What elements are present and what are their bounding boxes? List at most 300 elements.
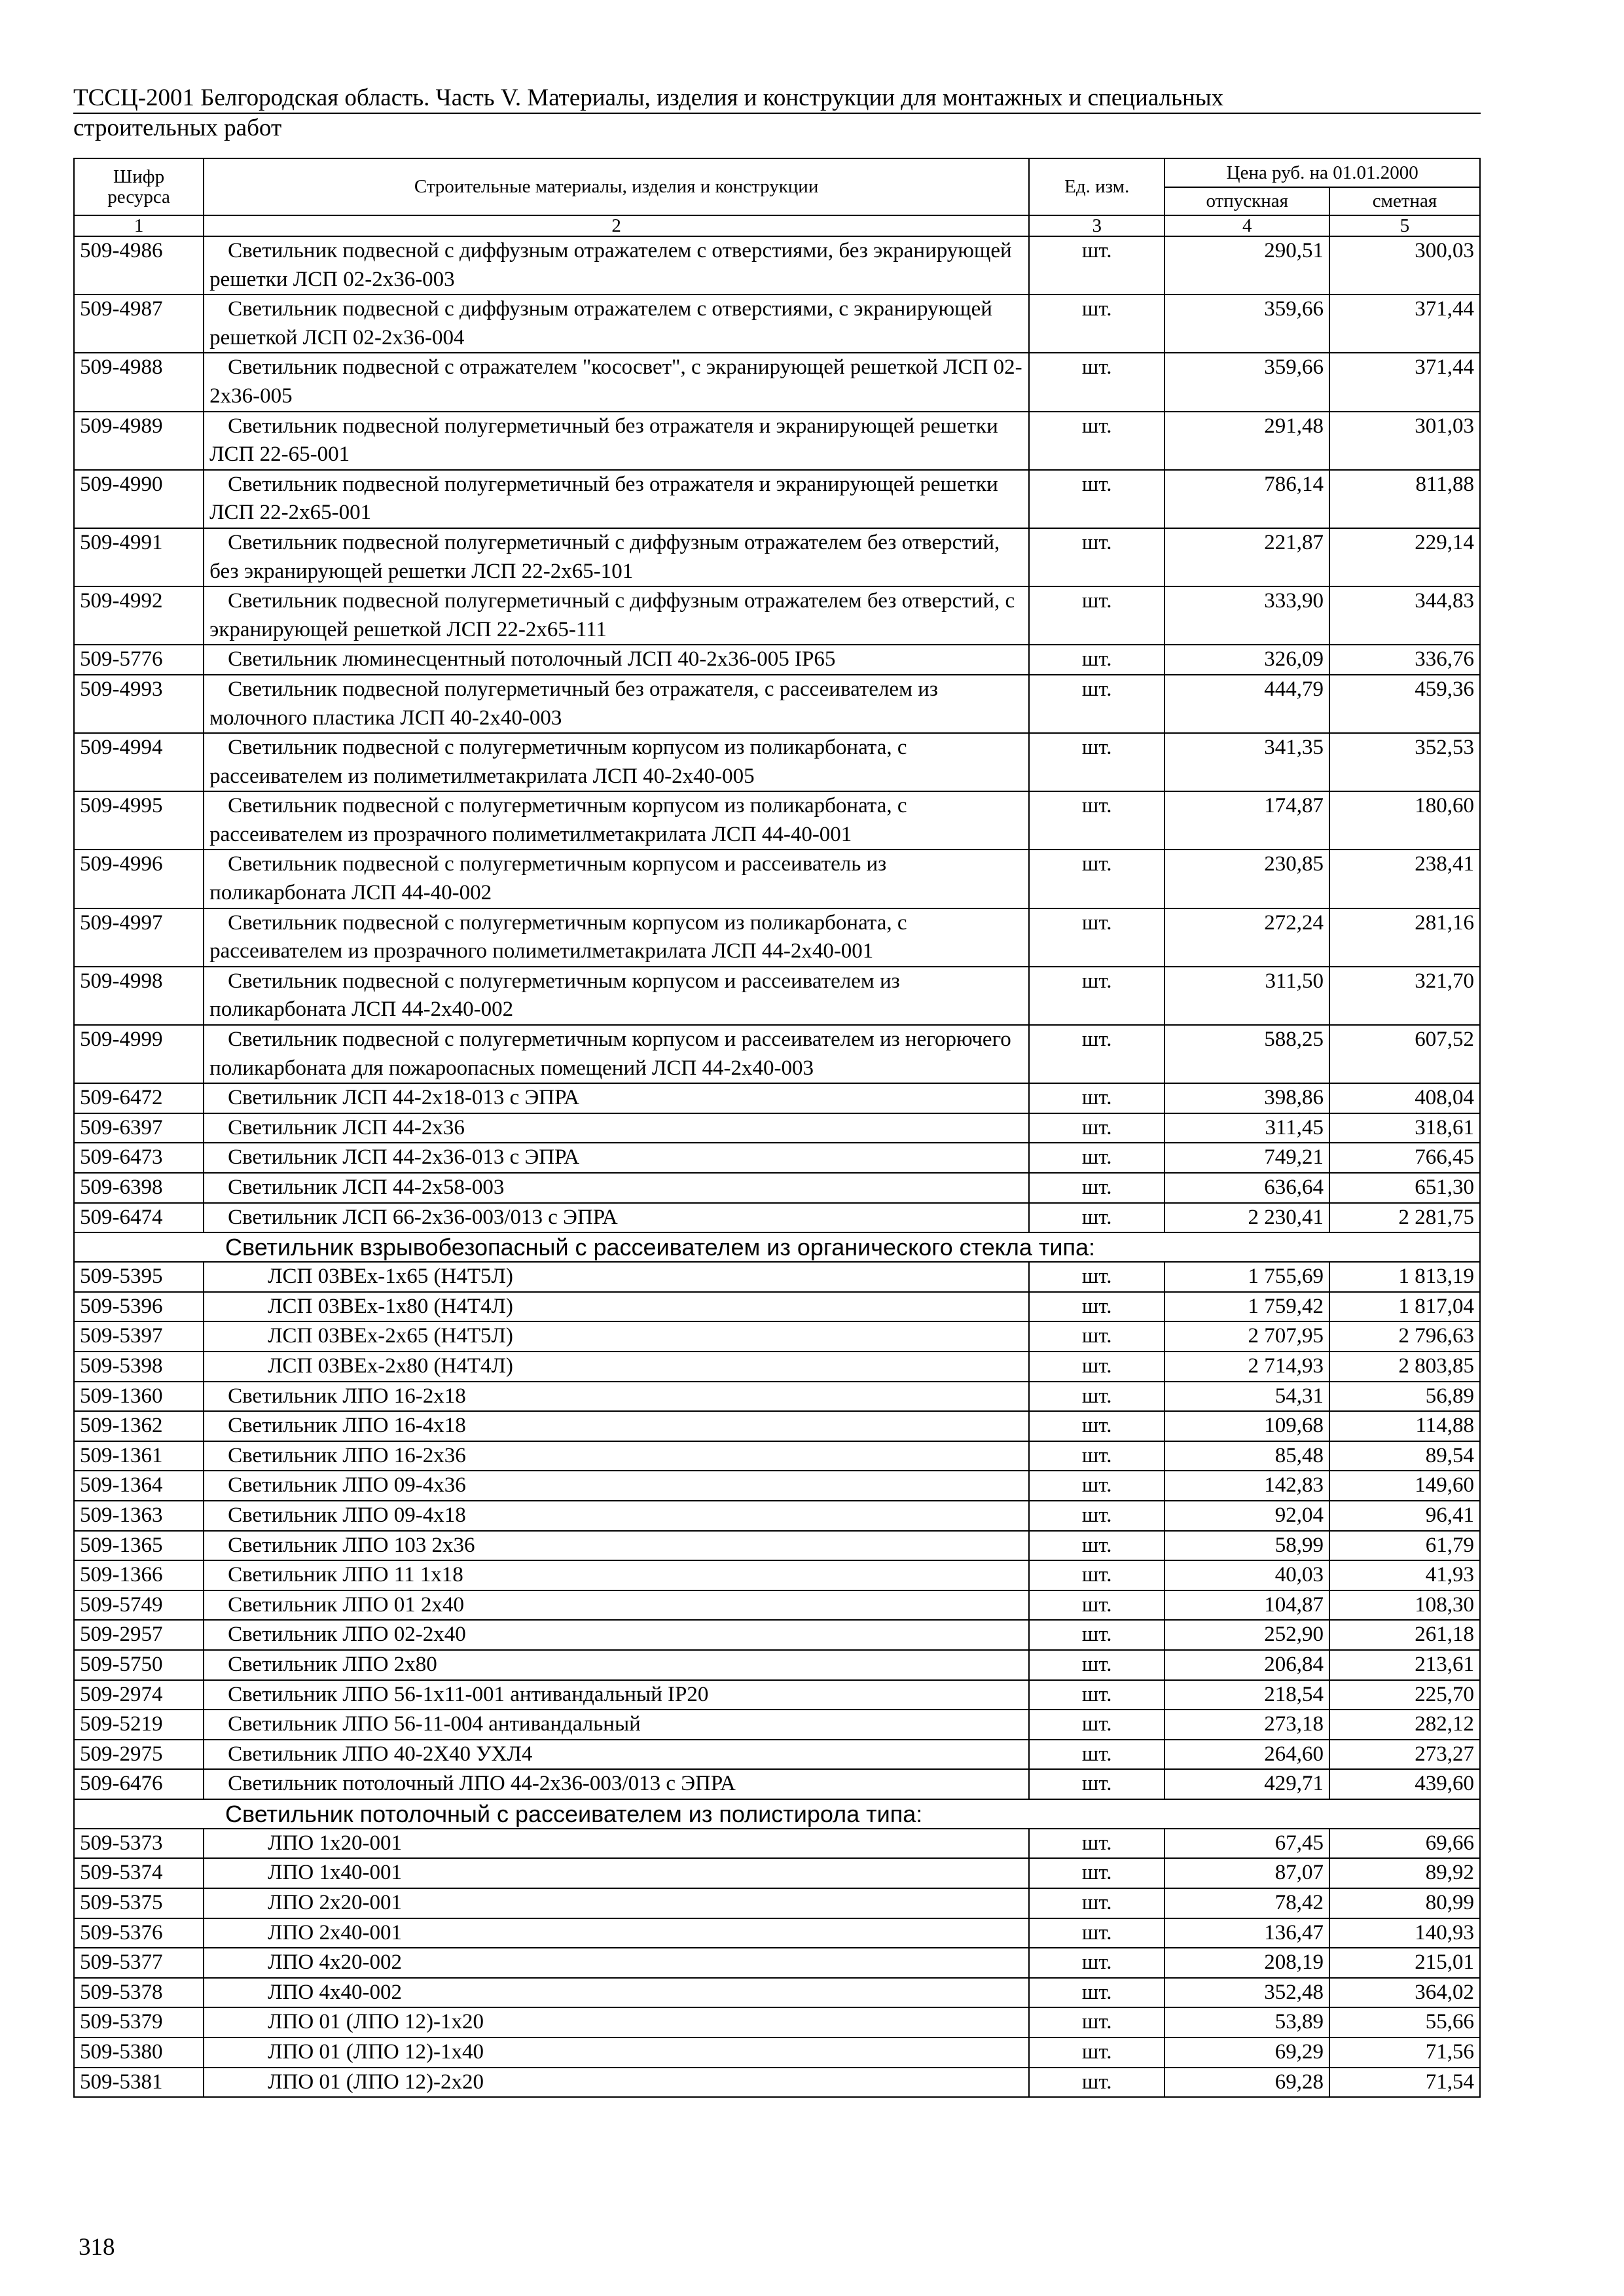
table-row bbox=[74, 1769, 1480, 1799]
release-price: 429,71 bbox=[1164, 1769, 1329, 1799]
resource-code: 509-5749 bbox=[74, 1590, 204, 1621]
unit-cell: шт. bbox=[1029, 2068, 1164, 2098]
resource-code: 509-5379 bbox=[74, 2007, 204, 2037]
unit-cell: шт. bbox=[1029, 2037, 1164, 2068]
unit-cell: шт. bbox=[1029, 295, 1164, 353]
estimate-price: 459,36 bbox=[1329, 675, 1480, 733]
unit-cell: шт. bbox=[1029, 470, 1164, 528]
table-row bbox=[74, 470, 1480, 528]
estimate-price: 55,66 bbox=[1329, 2007, 1480, 2037]
column-header-unit: Ед. изм. bbox=[1029, 158, 1164, 215]
material-name: Светильник ЛПО 01 2х40 bbox=[204, 1590, 1029, 1621]
resource-code: 509-5375 bbox=[74, 1888, 204, 1918]
table-row bbox=[74, 412, 1480, 470]
unit-cell: шт. bbox=[1029, 1471, 1164, 1501]
material-name: Светильник ЛСП 44-2х36 bbox=[204, 1113, 1029, 1143]
unit-cell: шт. bbox=[1029, 967, 1164, 1025]
release-price: 54,31 bbox=[1164, 1382, 1329, 1412]
material-name: Светильник ЛПО 16-2х18 bbox=[204, 1382, 1029, 1412]
estimate-price: 318,61 bbox=[1329, 1113, 1480, 1143]
unit-cell: шт. bbox=[1029, 412, 1164, 470]
unit-cell: шт. bbox=[1029, 1143, 1164, 1173]
estimate-price: 607,52 bbox=[1329, 1025, 1480, 1083]
estimate-price: 69,66 bbox=[1329, 1829, 1480, 1859]
unit-cell: шт. bbox=[1029, 1262, 1164, 1292]
material-name: ЛСП 03ВЕх-1х80 (Н4Т4Л) bbox=[204, 1292, 1029, 1322]
estimate-price: 1 813,19 bbox=[1329, 1262, 1480, 1292]
resource-code: 509-5374 bbox=[74, 1858, 204, 1888]
column-header-estimate-price: сметная bbox=[1329, 187, 1480, 215]
unit-cell: шт. bbox=[1029, 1292, 1164, 1322]
release-price: 230,85 bbox=[1164, 850, 1329, 908]
estimate-price: 180,60 bbox=[1329, 791, 1480, 850]
unit-cell: шт. bbox=[1029, 1590, 1164, 1621]
material-name: ЛПО 4х40-002 bbox=[204, 1978, 1029, 2008]
resource-code: 509-4986 bbox=[74, 236, 204, 295]
table-row bbox=[74, 733, 1480, 791]
release-price: 53,89 bbox=[1164, 2007, 1329, 2037]
unit-cell: шт. bbox=[1029, 675, 1164, 733]
estimate-price: 300,03 bbox=[1329, 236, 1480, 295]
table-row bbox=[74, 528, 1480, 586]
estimate-price: 229,14 bbox=[1329, 528, 1480, 586]
unit-cell: шт. bbox=[1029, 2007, 1164, 2037]
material-name: Светильник ЛСП 44-2х58-003 bbox=[204, 1173, 1029, 1203]
section-heading: Светильник потолочный с рассеивателем из полистирола типа: bbox=[74, 1799, 1480, 1829]
unit-cell: шт. bbox=[1029, 236, 1164, 295]
material-name: Светильник подвесной полугерметичный без отражателя и экранирующей решетки ЛСП 22-2х65-001 bbox=[204, 470, 1029, 528]
table-row bbox=[74, 1918, 1480, 1948]
material-name: Светильник подвесной с отражателем "кососвет", с экранирующей решеткой ЛСП 02-2х36-005 bbox=[204, 353, 1029, 411]
resource-code: 509-6398 bbox=[74, 1173, 204, 1203]
table-row bbox=[74, 1740, 1480, 1770]
table-row bbox=[74, 1173, 1480, 1203]
estimate-price: 766,45 bbox=[1329, 1143, 1480, 1173]
table-row bbox=[74, 850, 1480, 908]
table-row bbox=[74, 1650, 1480, 1680]
estimate-price: 215,01 bbox=[1329, 1948, 1480, 1978]
unit-cell: шт. bbox=[1029, 586, 1164, 645]
release-price: 2 707,95 bbox=[1164, 1321, 1329, 1352]
unit-cell: шт. bbox=[1029, 1352, 1164, 1382]
material-name: Светильник подвесной с полугерметичным корпусом из поликарбоната, с рассеивателем из полиметилметакрилата ЛСП 40-2х40-005 bbox=[204, 733, 1029, 791]
table-row bbox=[74, 1829, 1480, 1859]
table-row bbox=[74, 1203, 1480, 1233]
unit-cell: шт. bbox=[1029, 1441, 1164, 1471]
material-name: Светильник ЛПО 103 2х36 bbox=[204, 1531, 1029, 1561]
unit-cell: шт. bbox=[1029, 1918, 1164, 1948]
resource-code: 509-1366 bbox=[74, 1560, 204, 1590]
release-price: 2 714,93 bbox=[1164, 1352, 1329, 1382]
material-name: Светильник подвесной полугерметичный с диффузным отражателем без отверстий, с экранирующей решеткой ЛСП 22-2х65-111 bbox=[204, 586, 1029, 645]
price-table bbox=[73, 158, 1481, 2098]
material-name: ЛСП 03ВЕх-1х65 (Н4Т5Л) bbox=[204, 1262, 1029, 1292]
material-name: Светильник подвесной полугерметичный без отражателя, с рассеивателем из молочного пластика ЛСП 40-2х40-003 bbox=[204, 675, 1029, 733]
material-name: Светильник ЛПО 2х80 bbox=[204, 1650, 1029, 1680]
estimate-price: 61,79 bbox=[1329, 1531, 1480, 1561]
table-row bbox=[74, 353, 1480, 411]
table-row bbox=[74, 1321, 1480, 1352]
table-row bbox=[74, 2068, 1480, 2098]
resource-code: 509-5378 bbox=[74, 1978, 204, 2008]
unit-cell: шт. bbox=[1029, 1560, 1164, 1590]
estimate-price: 651,30 bbox=[1329, 1173, 1480, 1203]
estimate-price: 281,16 bbox=[1329, 908, 1480, 967]
header-subtitle: строительных работ bbox=[73, 115, 282, 141]
release-price: 588,25 bbox=[1164, 1025, 1329, 1083]
resource-code: 509-6473 bbox=[74, 1143, 204, 1173]
estimate-price: 301,03 bbox=[1329, 412, 1480, 470]
estimate-price: 336,76 bbox=[1329, 645, 1480, 675]
release-price: 341,35 bbox=[1164, 733, 1329, 791]
estimate-price: 140,93 bbox=[1329, 1918, 1480, 1948]
resource-code: 509-4994 bbox=[74, 733, 204, 791]
table-row bbox=[74, 1382, 1480, 1412]
resource-code: 509-5397 bbox=[74, 1321, 204, 1352]
resource-code: 509-1364 bbox=[74, 1471, 204, 1501]
column-header-name: Строительные материалы, изделия и конструкции bbox=[204, 158, 1029, 215]
resource-code: 509-5377 bbox=[74, 1948, 204, 1978]
table-row bbox=[74, 236, 1480, 295]
release-price: 142,83 bbox=[1164, 1471, 1329, 1501]
resource-code: 509-4989 bbox=[74, 412, 204, 470]
material-name: ЛПО 2х20-001 bbox=[204, 1888, 1029, 1918]
column-number: 4 bbox=[1164, 215, 1329, 236]
material-name: Светильник люминесцентный потолочный ЛСП 40-2х36-005 IP65 bbox=[204, 645, 1029, 675]
unit-cell: шт. bbox=[1029, 1829, 1164, 1859]
table-row bbox=[74, 1888, 1480, 1918]
release-price: 92,04 bbox=[1164, 1501, 1329, 1531]
resource-code: 509-5380 bbox=[74, 2037, 204, 2068]
material-name: Светильник подвесной с полугерметичным корпусом из поликарбоната, с рассеивателем из прозрачного полиметилметакрилата ЛСП 44-40-001 bbox=[204, 791, 1029, 850]
release-price: 252,90 bbox=[1164, 1620, 1329, 1650]
table-row bbox=[74, 1948, 1480, 1978]
material-name: Светильник подвесной с полугерметичным корпусом и рассеивателем из негорючего поликарбоната для пожароопасных помещений ЛСП 44-2х40-003 bbox=[204, 1025, 1029, 1083]
table-row bbox=[74, 1352, 1480, 1382]
resource-code: 509-4991 bbox=[74, 528, 204, 586]
resource-code: 509-1365 bbox=[74, 1531, 204, 1561]
table-row bbox=[74, 1025, 1480, 1083]
release-price: 398,86 bbox=[1164, 1083, 1329, 1113]
unit-cell: шт. bbox=[1029, 1203, 1164, 1233]
unit-cell: шт. bbox=[1029, 1948, 1164, 1978]
material-name: Светильник ЛПО 40-2Х40 УХЛ4 bbox=[204, 1740, 1029, 1770]
estimate-price: 114,88 bbox=[1329, 1411, 1480, 1441]
table-row bbox=[74, 1620, 1480, 1650]
estimate-price: 56,89 bbox=[1329, 1382, 1480, 1412]
table-row bbox=[74, 1471, 1480, 1501]
material-name: Светильник подвесной с полугерметичным корпусом из поликарбоната, с рассеивателем из прозрачного полиметилметакрилата ЛСП 44-2х40-001 bbox=[204, 908, 1029, 967]
material-name: Светильник подвесной с полугерметичным корпусом и рассеиватель из поликарбоната ЛСП 44-40-002 bbox=[204, 850, 1029, 908]
header-title: ТССЦ-2001 Белгородская область. Часть V. Материалы, изделия и конструкции для монтажных и специальных bbox=[73, 84, 1481, 114]
resource-code: 509-1362 bbox=[74, 1411, 204, 1441]
resource-code: 509-5381 bbox=[74, 2068, 204, 2098]
column-number: 5 bbox=[1329, 215, 1480, 236]
unit-cell: шт. bbox=[1029, 1978, 1164, 2008]
unit-cell: шт. bbox=[1029, 1680, 1164, 1710]
release-price: 218,54 bbox=[1164, 1680, 1329, 1710]
table-row bbox=[74, 1411, 1480, 1441]
resource-code: 509-6476 bbox=[74, 1769, 204, 1799]
material-name: ЛПО 1х20-001 bbox=[204, 1829, 1029, 1859]
unit-cell: шт. bbox=[1029, 353, 1164, 411]
table-row bbox=[74, 1262, 1480, 1292]
estimate-price: 371,44 bbox=[1329, 353, 1480, 411]
table-row bbox=[74, 1680, 1480, 1710]
resource-code: 509-4996 bbox=[74, 850, 204, 908]
estimate-price: 282,12 bbox=[1329, 1710, 1480, 1740]
material-name: ЛПО 01 (ЛПО 12)-2х20 bbox=[204, 2068, 1029, 2098]
estimate-price: 213,61 bbox=[1329, 1650, 1480, 1680]
release-price: 2 230,41 bbox=[1164, 1203, 1329, 1233]
resource-code: 509-1363 bbox=[74, 1501, 204, 1531]
column-number: 1 bbox=[74, 215, 204, 236]
table-row bbox=[74, 1590, 1480, 1621]
release-price: 78,42 bbox=[1164, 1888, 1329, 1918]
release-price: 87,07 bbox=[1164, 1858, 1329, 1888]
estimate-price: 273,27 bbox=[1329, 1740, 1480, 1770]
estimate-price: 364,02 bbox=[1329, 1978, 1480, 2008]
resource-code: 509-4999 bbox=[74, 1025, 204, 1083]
material-name: ЛСП 03ВЕх-2х80 (Н4Т4Л) bbox=[204, 1352, 1029, 1382]
estimate-price: 108,30 bbox=[1329, 1590, 1480, 1621]
resource-code: 509-2974 bbox=[74, 1680, 204, 1710]
estimate-price: 225,70 bbox=[1329, 1680, 1480, 1710]
table-row bbox=[74, 1531, 1480, 1561]
table-row bbox=[74, 1710, 1480, 1740]
estimate-price: 89,92 bbox=[1329, 1858, 1480, 1888]
material-name: ЛСП 03ВЕх-2х65 (Н4Т5Л) bbox=[204, 1321, 1029, 1352]
unit-cell: шт. bbox=[1029, 1113, 1164, 1143]
release-price: 749,21 bbox=[1164, 1143, 1329, 1173]
release-price: 174,87 bbox=[1164, 791, 1329, 850]
resource-code: 509-4998 bbox=[74, 967, 204, 1025]
release-price: 221,87 bbox=[1164, 528, 1329, 586]
table-row bbox=[74, 1501, 1480, 1531]
estimate-price: 261,18 bbox=[1329, 1620, 1480, 1650]
release-price: 69,29 bbox=[1164, 2037, 1329, 2068]
unit-cell: шт. bbox=[1029, 1083, 1164, 1113]
unit-cell: шт. bbox=[1029, 1382, 1164, 1412]
release-price: 326,09 bbox=[1164, 645, 1329, 675]
release-price: 85,48 bbox=[1164, 1441, 1329, 1471]
resource-code: 509-1360 bbox=[74, 1382, 204, 1412]
release-price: 636,64 bbox=[1164, 1173, 1329, 1203]
material-name: Светильник ЛСП 44-2х18-013 с ЭПРА bbox=[204, 1083, 1029, 1113]
release-price: 311,45 bbox=[1164, 1113, 1329, 1143]
estimate-price: 811,88 bbox=[1329, 470, 1480, 528]
unit-cell: шт. bbox=[1029, 791, 1164, 850]
estimate-price: 408,04 bbox=[1329, 1083, 1480, 1113]
release-price: 291,48 bbox=[1164, 412, 1329, 470]
material-name: ЛПО 2х40-001 bbox=[204, 1918, 1029, 1948]
unit-cell: шт. bbox=[1029, 1025, 1164, 1083]
material-name: ЛПО 1х40-001 bbox=[204, 1858, 1029, 1888]
resource-code: 509-4987 bbox=[74, 295, 204, 353]
material-name: Светильник ЛСП 66-2х36-003/013 с ЭПРА bbox=[204, 1203, 1029, 1233]
unit-cell: шт. bbox=[1029, 850, 1164, 908]
unit-cell: шт. bbox=[1029, 1650, 1164, 1680]
table-row bbox=[74, 295, 1480, 353]
release-price: 1 759,42 bbox=[1164, 1292, 1329, 1322]
estimate-price: 71,56 bbox=[1329, 2037, 1480, 2068]
resource-code: 509-4988 bbox=[74, 353, 204, 411]
material-name: Светильник ЛПО 56-1х11-001 антивандальный IP20 bbox=[204, 1680, 1029, 1710]
resource-code: 509-6472 bbox=[74, 1083, 204, 1113]
column-header-price: Цена руб. на 01.01.2000 bbox=[1164, 158, 1480, 187]
unit-cell: шт. bbox=[1029, 645, 1164, 675]
page-number: 318 bbox=[79, 2234, 115, 2261]
material-name: Светильник ЛПО 11 1х18 bbox=[204, 1560, 1029, 1590]
resource-code: 509-5396 bbox=[74, 1292, 204, 1322]
estimate-price: 89,54 bbox=[1329, 1441, 1480, 1471]
unit-cell: шт. bbox=[1029, 1740, 1164, 1770]
unit-cell: шт. bbox=[1029, 1710, 1164, 1740]
table-row bbox=[74, 1978, 1480, 2008]
release-price: 208,19 bbox=[1164, 1948, 1329, 1978]
material-name: Светильник подвесной с диффузным отражателем с отверстиями, без экранирующей решетки ЛСП 02-2х36-003 bbox=[204, 236, 1029, 295]
table-row bbox=[74, 675, 1480, 733]
release-price: 67,45 bbox=[1164, 1829, 1329, 1859]
release-price: 311,50 bbox=[1164, 967, 1329, 1025]
table-row bbox=[74, 967, 1480, 1025]
material-name: ЛПО 4х20-002 bbox=[204, 1948, 1029, 1978]
table-row bbox=[74, 1292, 1480, 1322]
material-name: Светильник ЛПО 09-4х36 bbox=[204, 1471, 1029, 1501]
resource-code: 509-4990 bbox=[74, 470, 204, 528]
table-row bbox=[74, 586, 1480, 645]
unit-cell: шт. bbox=[1029, 1411, 1164, 1441]
section-row bbox=[74, 1799, 1480, 1829]
table-body bbox=[74, 236, 1480, 2097]
unit-cell: шт. bbox=[1029, 1769, 1164, 1799]
unit-cell: шт. bbox=[1029, 1858, 1164, 1888]
table-row bbox=[74, 2037, 1480, 2068]
unit-cell: шт. bbox=[1029, 1888, 1164, 1918]
section-heading: Светильник взрывобезопасный с рассеивателем из органического стекла типа: bbox=[74, 1232, 1480, 1262]
release-price: 206,84 bbox=[1164, 1650, 1329, 1680]
estimate-price: 321,70 bbox=[1329, 967, 1480, 1025]
material-name: Светильник ЛПО 16-2х36 bbox=[204, 1441, 1029, 1471]
unit-cell: шт. bbox=[1029, 908, 1164, 967]
resource-code: 509-4997 bbox=[74, 908, 204, 967]
material-name: Светильник подвесной полугерметичный без отражателя и экранирующей решетки ЛСП 22-65-001 bbox=[204, 412, 1029, 470]
unit-cell: шт. bbox=[1029, 528, 1164, 586]
column-header-release-price: отпускная bbox=[1164, 187, 1329, 215]
unit-cell: шт. bbox=[1029, 733, 1164, 791]
resource-code: 509-6474 bbox=[74, 1203, 204, 1233]
unit-cell: шт. bbox=[1029, 1501, 1164, 1531]
unit-cell: шт. bbox=[1029, 1620, 1164, 1650]
release-price: 273,18 bbox=[1164, 1710, 1329, 1740]
table-row bbox=[74, 2007, 1480, 2037]
table-row bbox=[74, 1113, 1480, 1143]
table-row bbox=[74, 1560, 1480, 1590]
release-price: 109,68 bbox=[1164, 1411, 1329, 1441]
material-name: Светильник подвесной с диффузным отражателем с отверстиями, с экранирующей решеткой ЛСП 02-2х36-004 bbox=[204, 295, 1029, 353]
resource-code: 509-5750 bbox=[74, 1650, 204, 1680]
resource-code: 509-2957 bbox=[74, 1620, 204, 1650]
release-price: 333,90 bbox=[1164, 586, 1329, 645]
release-price: 359,66 bbox=[1164, 353, 1329, 411]
material-name: Светильник ЛПО 56-11-004 антивандальный bbox=[204, 1710, 1029, 1740]
column-number: 3 bbox=[1029, 215, 1164, 236]
table-row bbox=[74, 908, 1480, 967]
estimate-price: 352,53 bbox=[1329, 733, 1480, 791]
material-name: Светильник потолочный ЛПО 44-2х36-003/013 с ЭПРА bbox=[204, 1769, 1029, 1799]
release-price: 272,24 bbox=[1164, 908, 1329, 967]
material-name: ЛПО 01 (ЛПО 12)-1х40 bbox=[204, 2037, 1029, 2068]
estimate-price: 439,60 bbox=[1329, 1769, 1480, 1799]
table-row bbox=[74, 1441, 1480, 1471]
table-row bbox=[74, 1083, 1480, 1113]
resource-code: 509-4992 bbox=[74, 586, 204, 645]
resource-code: 509-5376 bbox=[74, 1918, 204, 1948]
estimate-price: 96,41 bbox=[1329, 1501, 1480, 1531]
unit-cell: шт. bbox=[1029, 1531, 1164, 1561]
release-price: 1 755,69 bbox=[1164, 1262, 1329, 1292]
estimate-price: 2 796,63 bbox=[1329, 1321, 1480, 1352]
table-row bbox=[74, 1143, 1480, 1173]
release-price: 290,51 bbox=[1164, 236, 1329, 295]
resource-code: 509-5373 bbox=[74, 1829, 204, 1859]
column-number: 2 bbox=[204, 215, 1029, 236]
material-name: Светильник ЛПО 02-2х40 bbox=[204, 1620, 1029, 1650]
material-name: Светильник ЛПО 09-4х18 bbox=[204, 1501, 1029, 1531]
release-price: 104,87 bbox=[1164, 1590, 1329, 1621]
release-price: 352,48 bbox=[1164, 1978, 1329, 2008]
resource-code: 509-5776 bbox=[74, 645, 204, 675]
estimate-price: 80,99 bbox=[1329, 1888, 1480, 1918]
table-row bbox=[74, 791, 1480, 850]
estimate-price: 344,83 bbox=[1329, 586, 1480, 645]
release-price: 40,03 bbox=[1164, 1560, 1329, 1590]
table-row bbox=[74, 1858, 1480, 1888]
release-price: 69,28 bbox=[1164, 2068, 1329, 2098]
material-name: Светильник ЛСП 44-2х36-013 с ЭПРА bbox=[204, 1143, 1029, 1173]
material-name: Светильник подвесной с полугерметичным корпусом и рассеивателем из поликарбоната ЛСП 44-2х40-002 bbox=[204, 967, 1029, 1025]
unit-cell: шт. bbox=[1029, 1173, 1164, 1203]
release-price: 786,14 bbox=[1164, 470, 1329, 528]
material-name: Светильник ЛПО 16-4х18 bbox=[204, 1411, 1029, 1441]
release-price: 359,66 bbox=[1164, 295, 1329, 353]
estimate-price: 371,44 bbox=[1329, 295, 1480, 353]
unit-cell: шт. bbox=[1029, 1321, 1164, 1352]
release-price: 444,79 bbox=[1164, 675, 1329, 733]
estimate-price: 2 281,75 bbox=[1329, 1203, 1480, 1233]
release-price: 264,60 bbox=[1164, 1740, 1329, 1770]
estimate-price: 149,60 bbox=[1329, 1471, 1480, 1501]
estimate-price: 1 817,04 bbox=[1329, 1292, 1480, 1322]
column-header-code: Шифр ресурса bbox=[74, 158, 204, 215]
material-name: ЛПО 01 (ЛПО 12)-1х20 bbox=[204, 2007, 1029, 2037]
section-row bbox=[74, 1232, 1480, 1262]
table-row bbox=[74, 645, 1480, 675]
resource-code: 509-5398 bbox=[74, 1352, 204, 1382]
resource-code: 509-4995 bbox=[74, 791, 204, 850]
resource-code: 509-5219 bbox=[74, 1710, 204, 1740]
release-price: 136,47 bbox=[1164, 1918, 1329, 1948]
estimate-price: 238,41 bbox=[1329, 850, 1480, 908]
estimate-price: 2 803,85 bbox=[1329, 1352, 1480, 1382]
resource-code: 509-1361 bbox=[74, 1441, 204, 1471]
resource-code: 509-5395 bbox=[74, 1262, 204, 1292]
estimate-price: 41,93 bbox=[1329, 1560, 1480, 1590]
estimate-price: 71,54 bbox=[1329, 2068, 1480, 2098]
release-price: 58,99 bbox=[1164, 1531, 1329, 1561]
material-name: Светильник подвесной полугерметичный с диффузным отражателем без отверстий, без экранирующей решетки ЛСП 22-2х65-101 bbox=[204, 528, 1029, 586]
resource-code: 509-4993 bbox=[74, 675, 204, 733]
